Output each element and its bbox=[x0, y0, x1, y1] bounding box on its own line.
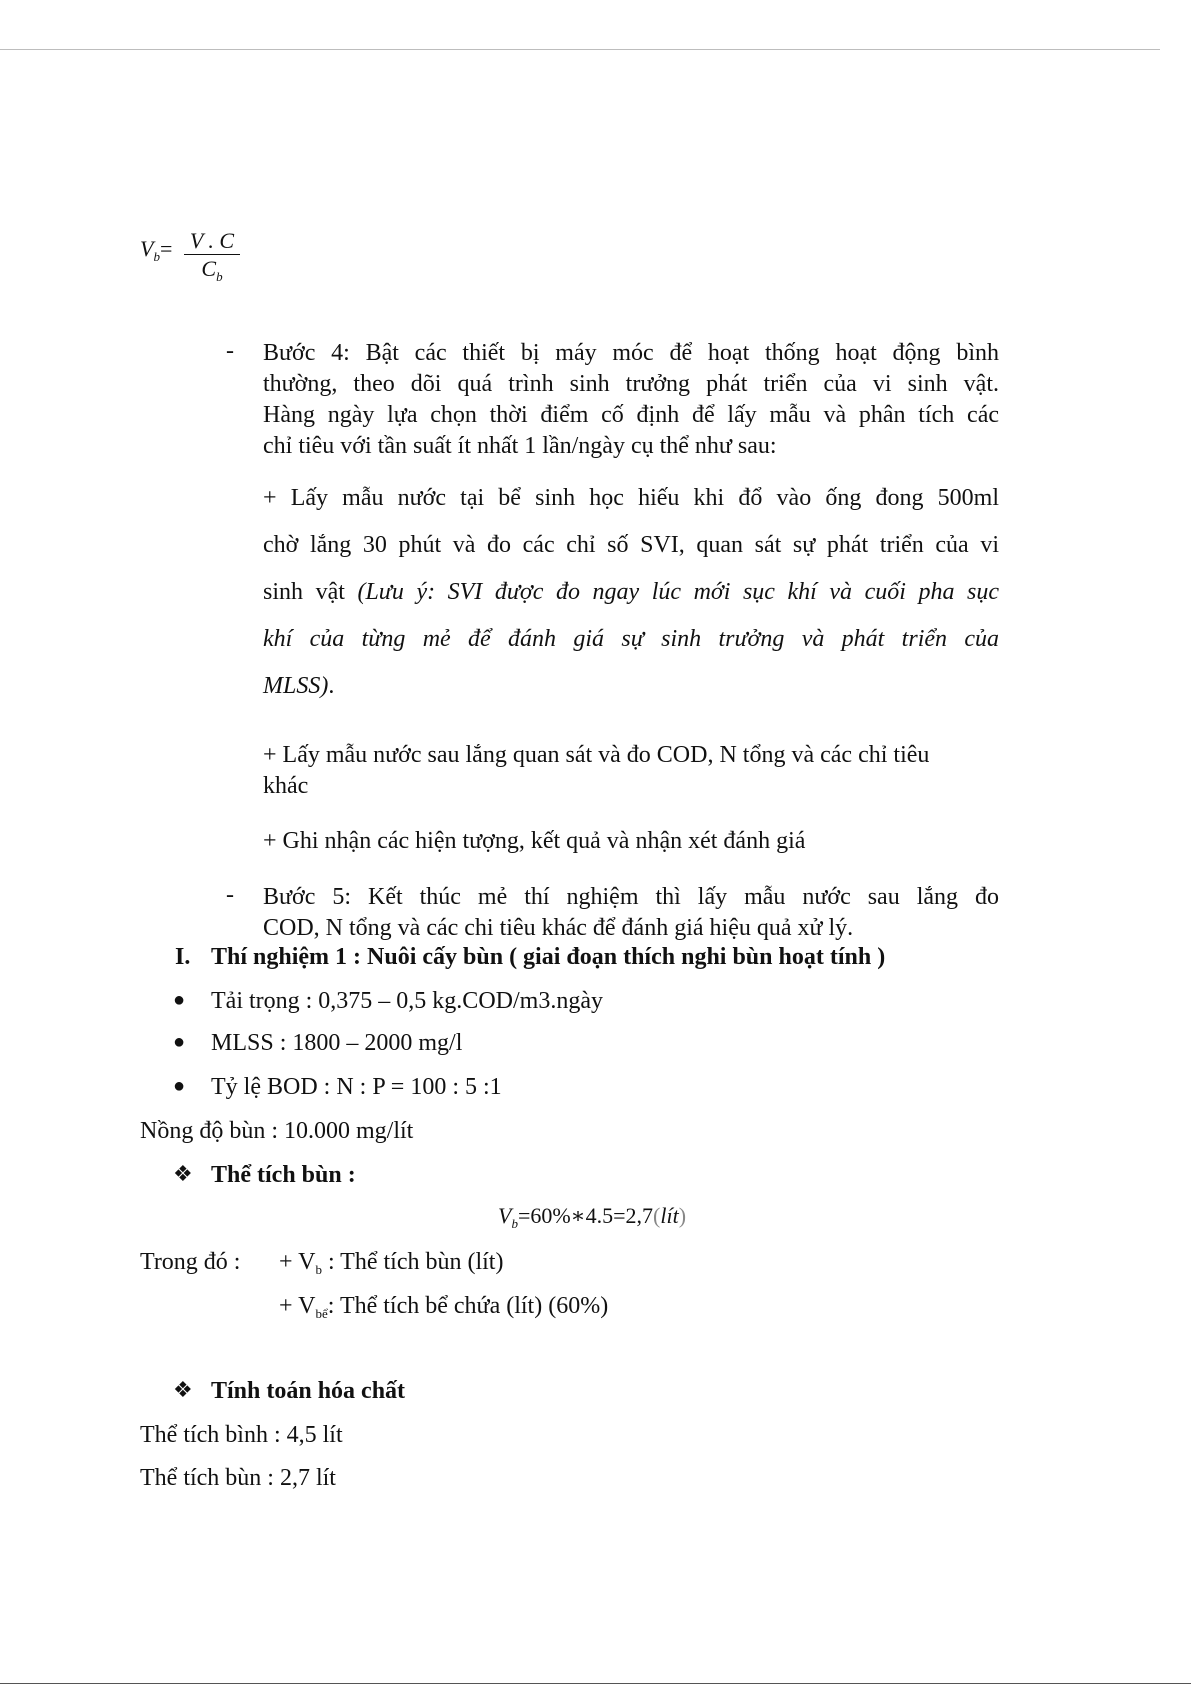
formula-sludge-volume: $V_b=60\%∗4.5=2,7(lít)$ bbox=[498, 1203, 687, 1231]
footer-rule bbox=[0, 1683, 1191, 1684]
step4-line-2: thường, theo dõi quá trình sinh trưởng phát triển của vi sinh vật. bbox=[263, 371, 999, 397]
diamond-bullet-icon: ❖ bbox=[173, 1377, 193, 1402]
diamond-bullet-icon: ❖ bbox=[173, 1161, 193, 1186]
tank-volume: Thể tích bình : 4,5 lít bbox=[140, 1422, 343, 1448]
step4-line-4: chỉ tiêu với tần suất ít nhất 1 lần/ngày cụ thể như sau: bbox=[263, 433, 777, 459]
sludge-volume: Thể tích bùn : 2,7 lít bbox=[140, 1465, 336, 1491]
formula-eq: = bbox=[159, 236, 173, 261]
where-label: Trong đó : bbox=[140, 1249, 241, 1275]
bullet-mlss: MLSS : 1800 – 2000 mg/l bbox=[211, 1030, 463, 1056]
heading-sludge-volume: Thể tích bùn : bbox=[211, 1162, 356, 1188]
step5-line-1: Bước 5: Kết thúc mẻ thí nghiệm thì lấy mẫu nước sau lắng đo bbox=[263, 884, 999, 910]
bullet-icon: ● bbox=[173, 1075, 186, 1097]
heading-chemical-calc: Tính toán hóa chất bbox=[211, 1378, 406, 1404]
formula-lhs: V bbox=[140, 236, 154, 261]
formula-fraction bbox=[184, 228, 240, 291]
where-item-vbe: + $V_{bể}$: Thể tích bể chứa (lít) (60%) bbox=[279, 1293, 609, 1321]
formula-numerator: V . C bbox=[184, 228, 240, 255]
bullet-ratio: Tỷ lệ BOD : N : P = 100 : 5 :1 bbox=[211, 1074, 502, 1100]
step4-line-1: Bước 4: Bật các thiết bị máy móc để hoạt thống hoạt động bình bbox=[263, 340, 999, 366]
formula-lhs-sub: b bbox=[153, 249, 160, 264]
bullet-load: Tải trọng : 0,375 – 0,5 kg.COD/m3.ngày bbox=[211, 988, 603, 1014]
sample1-line-5: MLSS). bbox=[263, 673, 335, 699]
step4-marker: - bbox=[226, 338, 234, 364]
step5-line-2: COD, N tổng và các chi tiêu khác để đánh giá hiệu quả xử lý. bbox=[263, 915, 854, 941]
formula-vb bbox=[140, 228, 235, 284]
sample1-line-4: khí của từng mẻ để đánh giá sự sinh trưởng và phát triển của bbox=[263, 626, 999, 652]
bullet-icon: ● bbox=[173, 989, 186, 1011]
sample1-line-2: chờ lắng 30 phút và đo các chỉ số SVI, quan sát sự phát triển của vi bbox=[263, 532, 999, 558]
sample2-line-2: khác bbox=[263, 773, 309, 799]
bullet-icon: ● bbox=[173, 1031, 186, 1053]
header-rule bbox=[0, 49, 1160, 50]
sample2-line-1: + Lấy mẫu nước sau lắng quan sát và đo COD, N tổng và các chỉ tiêu bbox=[263, 742, 930, 768]
step5-marker: - bbox=[226, 882, 234, 908]
sample3-line: + Ghi nhận các hiện tượng, kết quả và nhận xét đánh giá bbox=[263, 828, 806, 854]
formula-denominator: $C_b$ bbox=[201, 256, 223, 284]
sample1-line-3: sinh vật (Lưu ý: SVI được đo ngay lúc mới sục khí và cuối pha sục bbox=[263, 579, 1000, 605]
section-title: Thí nghiệm 1 : Nuôi cấy bùn ( giai đoạn thích nghi bùn hoạt tính ) bbox=[211, 944, 886, 970]
step4-line-3: Hàng ngày lựa chọn thời điểm cố định để lấy mẫu và phân tích các bbox=[263, 402, 999, 428]
where-item-vb: + $V_b$ : Thể tích bùn (lít) bbox=[279, 1249, 504, 1277]
section-number: I. bbox=[175, 944, 191, 970]
sludge-concentration: Nồng độ bùn : 10.000 mg/lít bbox=[140, 1118, 414, 1144]
sample1-line-1: + Lấy mẫu nước tại bể sinh học hiếu khi đổ vào ống đong 500ml bbox=[263, 485, 999, 511]
